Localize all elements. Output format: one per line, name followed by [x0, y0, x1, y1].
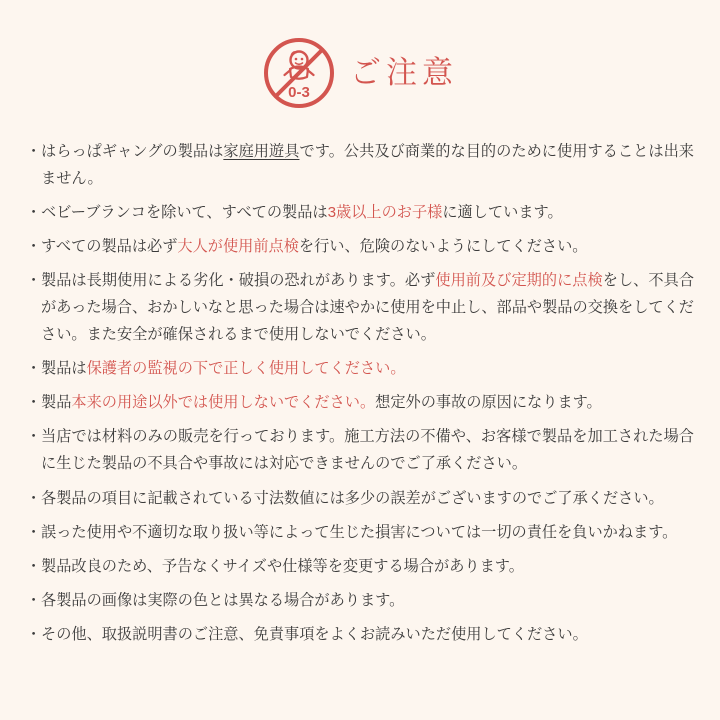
notice-text: [41, 423, 694, 477]
notice-text-run: 誤った使用や不適切な取り扱い等によって生じた損害については一切の責任を負いかねます。: [41, 523, 678, 541]
notice-text-run: に適しています。: [442, 204, 563, 222]
notice-item: [26, 267, 694, 348]
notice-text-run: 想定外の事故の原因になります。: [375, 394, 602, 412]
bullet-marker: ・: [26, 143, 42, 160]
notice-emphasis-red: 保護者の監視の下で正しく使用してください。: [86, 360, 406, 378]
notice-item: [26, 355, 694, 382]
no-children-under-3-warning-icon: [262, 36, 336, 110]
notice-text: [41, 267, 694, 348]
notice-item: [26, 233, 694, 260]
notice-emphasis-red: 3歳以上のお子様: [327, 204, 443, 222]
notice-list: [26, 138, 694, 655]
notice-text: [41, 519, 694, 546]
page-title: ご注意: [350, 54, 458, 90]
notice-text: [41, 485, 694, 512]
notice-text-run: 当店では材料のみの販売を行っております。施工方法の不備や、お客様で製品を加工された場合に生じた製品の不具合や事故には対応できませんのでご了承ください。: [41, 428, 694, 473]
notice-text-run: 製品改良のため、予告なくサイズや仕様等を変更する場合があります。: [41, 557, 524, 575]
notice-item: [26, 199, 694, 226]
notice-text-run: 各製品の項目に記載されている寸法数値には多少の誤差がございますのでご了承ください。: [41, 489, 664, 507]
notice-text: [41, 553, 694, 580]
bullet-marker: ・: [26, 360, 42, 378]
notice-text-run: 製品は長期使用による劣化・破損の恐れがあります。必ず: [41, 272, 436, 290]
notice-text: [41, 199, 694, 226]
notice-item: [26, 423, 694, 477]
notice-text-run: ベビーブランコを除いて、すべての製品は: [41, 204, 328, 222]
notice-emphasis-red: 本来の用途以外では使用しないでください。: [71, 394, 376, 412]
notice-emphasis-red: 大人が使用前点検: [177, 238, 299, 256]
notice-text-run: はらっぱギャングの製品は: [41, 143, 224, 160]
notice-text: [41, 355, 694, 382]
notice-item: [26, 485, 694, 512]
notice-text: [41, 389, 694, 416]
notice-text-run: すべての製品は必ず: [41, 238, 178, 256]
notice-item: [26, 621, 694, 648]
notice-text: [41, 587, 694, 614]
notice-text-run: を行い、危険のないようにしてください。: [298, 238, 588, 256]
notice-emphasis-red: 使用前及び定期的に点検: [435, 272, 603, 290]
bullet-marker: ・: [26, 557, 42, 575]
notice-text-run: です。公共及び商業的な目的のために使用することは出来ません。: [41, 143, 694, 188]
notice-text: [41, 233, 694, 260]
notice-text-run: 製品: [41, 394, 72, 412]
bullet-marker: ・: [26, 238, 42, 256]
bullet-marker: ・: [26, 204, 42, 222]
notice-text-run: 製品は: [41, 360, 87, 378]
bullet-marker: ・: [26, 591, 42, 609]
bullet-marker: ・: [26, 428, 42, 446]
notice-text-run: をし、不具合があった場合、おかしいなと思った場合は速やかに使用を中止し、部品や製品の交換をしてください。また安全が確保されるまで使用しないでください。: [41, 272, 695, 344]
notice-item: [26, 553, 694, 580]
notice-item: [26, 587, 694, 614]
bullet-marker: ・: [26, 625, 42, 643]
notice-emphasis-underline: 家庭用遊具: [223, 143, 300, 160]
page-header: [262, 36, 458, 110]
bullet-marker: ・: [26, 272, 42, 290]
notice-item: [26, 138, 694, 192]
notice-item: [26, 389, 694, 416]
notice-item: [26, 519, 694, 546]
bullet-marker: ・: [26, 394, 42, 412]
notice-text-run: 各製品の画像は実際の色とは異なる場合があります。: [41, 591, 405, 609]
notice-text: [41, 621, 694, 648]
badge-age-label: 0-3: [288, 84, 310, 101]
notice-text: [41, 138, 694, 192]
bullet-marker: ・: [26, 523, 42, 541]
notice-text-run: その他、取扱説明書のご注意、免責事項をよくお読みいただ使用してください。: [41, 625, 588, 643]
bullet-marker: ・: [26, 489, 42, 507]
